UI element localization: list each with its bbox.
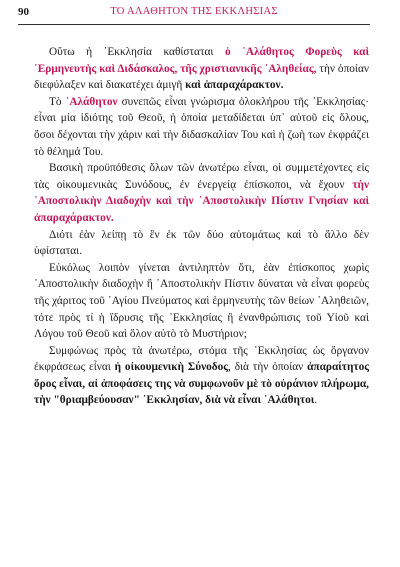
text-run: Συμφώνως πρὸς τὰ ἀνωτέρω, στόμα τῆς ᾿Εκκλησίας ὡς ὄργανον ἐκφράσεως εἶναι <box>34 344 369 374</box>
highlighted-phrase: ὁ ᾿Αλάθητος Φορεὺς καὶ ῾Ερμηνευτὴς καὶ Διδάσκαλος, τῆς χριστιανικῆς ᾿Αληθείας, <box>34 46 369 75</box>
text-run: Εὐκόλως λοιπὸν γίνεται ἀντιληπτὸν ὅτι, ἐὰν ἐπίσκοπος χωρὶς ᾿Αποστολικὴν διαδοχὴν ἢ ᾿Αποστολικὴν Πίστιν δύναται νὰ εἶναι φορεὺς τῆς χάριτος τοῦ ῾Αγίου Πνεύματος καὶ ἑρμηνευτὴς τῶν θείων ᾿Αληθειῶν, τότε πρὸς τί ἡ ἵδρυσις τῆς ᾿Εκκλησίας ἢ ἐνανθρώπισις τοῦ Υἱοῦ καὶ Λόγου τοῦ Θεοῦ καὶ ὅλον αὐτὸ τὸ Μυστήριον; <box>34 261 369 341</box>
bold-phrase: ἀπαραίτητος ὅρος εἶναι, αἱ ἀποφάσεις της νὰ συμφωνοῦν μὲ τὸ οὐράνιον πλήρωμα, τὴν "θριαμβεύουσαν" ᾿Εκκλησίαν, διὰ νὰ εἶναι ᾿Αλάθητοι <box>34 361 369 407</box>
body-text <box>34 44 369 409</box>
text-run: Διότι ἐὰν λείπῃ τὸ ἓν ἐκ τῶν δύο αὐτομάτως καὶ τὸ ἄλλο δὲν ὑφίσταται. <box>34 228 369 258</box>
text-run: Οὕτω ἡ ᾿Εκκλησία καθίσταται <box>49 46 225 58</box>
paragraph-2 <box>34 94 369 160</box>
paragraph-3 <box>34 160 369 226</box>
header-rule <box>18 24 370 25</box>
text-run: τὴν ὁποίαν διεφύλαξεν καὶ διακατέχει ἀμιγῆ <box>34 62 369 92</box>
paragraph-6 <box>34 343 369 409</box>
highlighted-phrase: ᾿Αλάθητον <box>65 95 118 108</box>
running-title: ΤΟ ΑΛΑΘΗΤΟΝ ΤΗΣ ΕΚΚΛΗΣΙΑΣ <box>110 6 278 17</box>
paragraph-4 <box>34 227 369 260</box>
paragraph-5 <box>34 260 369 343</box>
bold-phrase: ἡ οἰκουμενικὴ Σύνοδος <box>114 361 229 374</box>
bold-phrase: καὶ ἀπαραχάρακτον. <box>185 79 284 92</box>
text-run: . <box>314 394 318 407</box>
text-run: Βασικὴ προϋπόθεσις ὅλων τῶν ἀνωτέρω εἶναι, οἱ συμμετέχοντες εἰς τὰς οἰκουμενικὰς Συνόδους, ἐν ἐνεργείᾳ ἐπίσκοποι, νὰ ἔχουν <box>34 162 369 191</box>
text-run: συνεπῶς εἶναι γνώρισμα ὁλοκλήρου τῆς ᾿Εκκλησίας· εἶναι μία ἰδιότης τοῦ Θεοῦ, ἡ ὁποία μεταδίδεται ὑπ᾿ αὐτοῦ εἰς ὅλους, ὅσοι δέχονται τὴν χάριν καὶ τὴν διδασκαλίαν Του καὶ ἡ ζωὴ των ἐκφράζει τὸ θέλημά Του. <box>34 95 370 158</box>
text-run: , διὰ τὴν ὁποίαν <box>228 361 308 374</box>
page-header <box>18 6 370 32</box>
page-number: 90 <box>18 6 29 18</box>
text-run: Τὸ <box>49 95 66 108</box>
highlighted-phrase: τὴν ᾿Αποστολικὴν Διαδοχὴν καὶ τὴν ᾿Αποστολικὴν Πίστιν Γνησίαν καὶ ἀπαραχάρακτον. <box>34 178 369 224</box>
paragraph-1 <box>34 44 369 94</box>
